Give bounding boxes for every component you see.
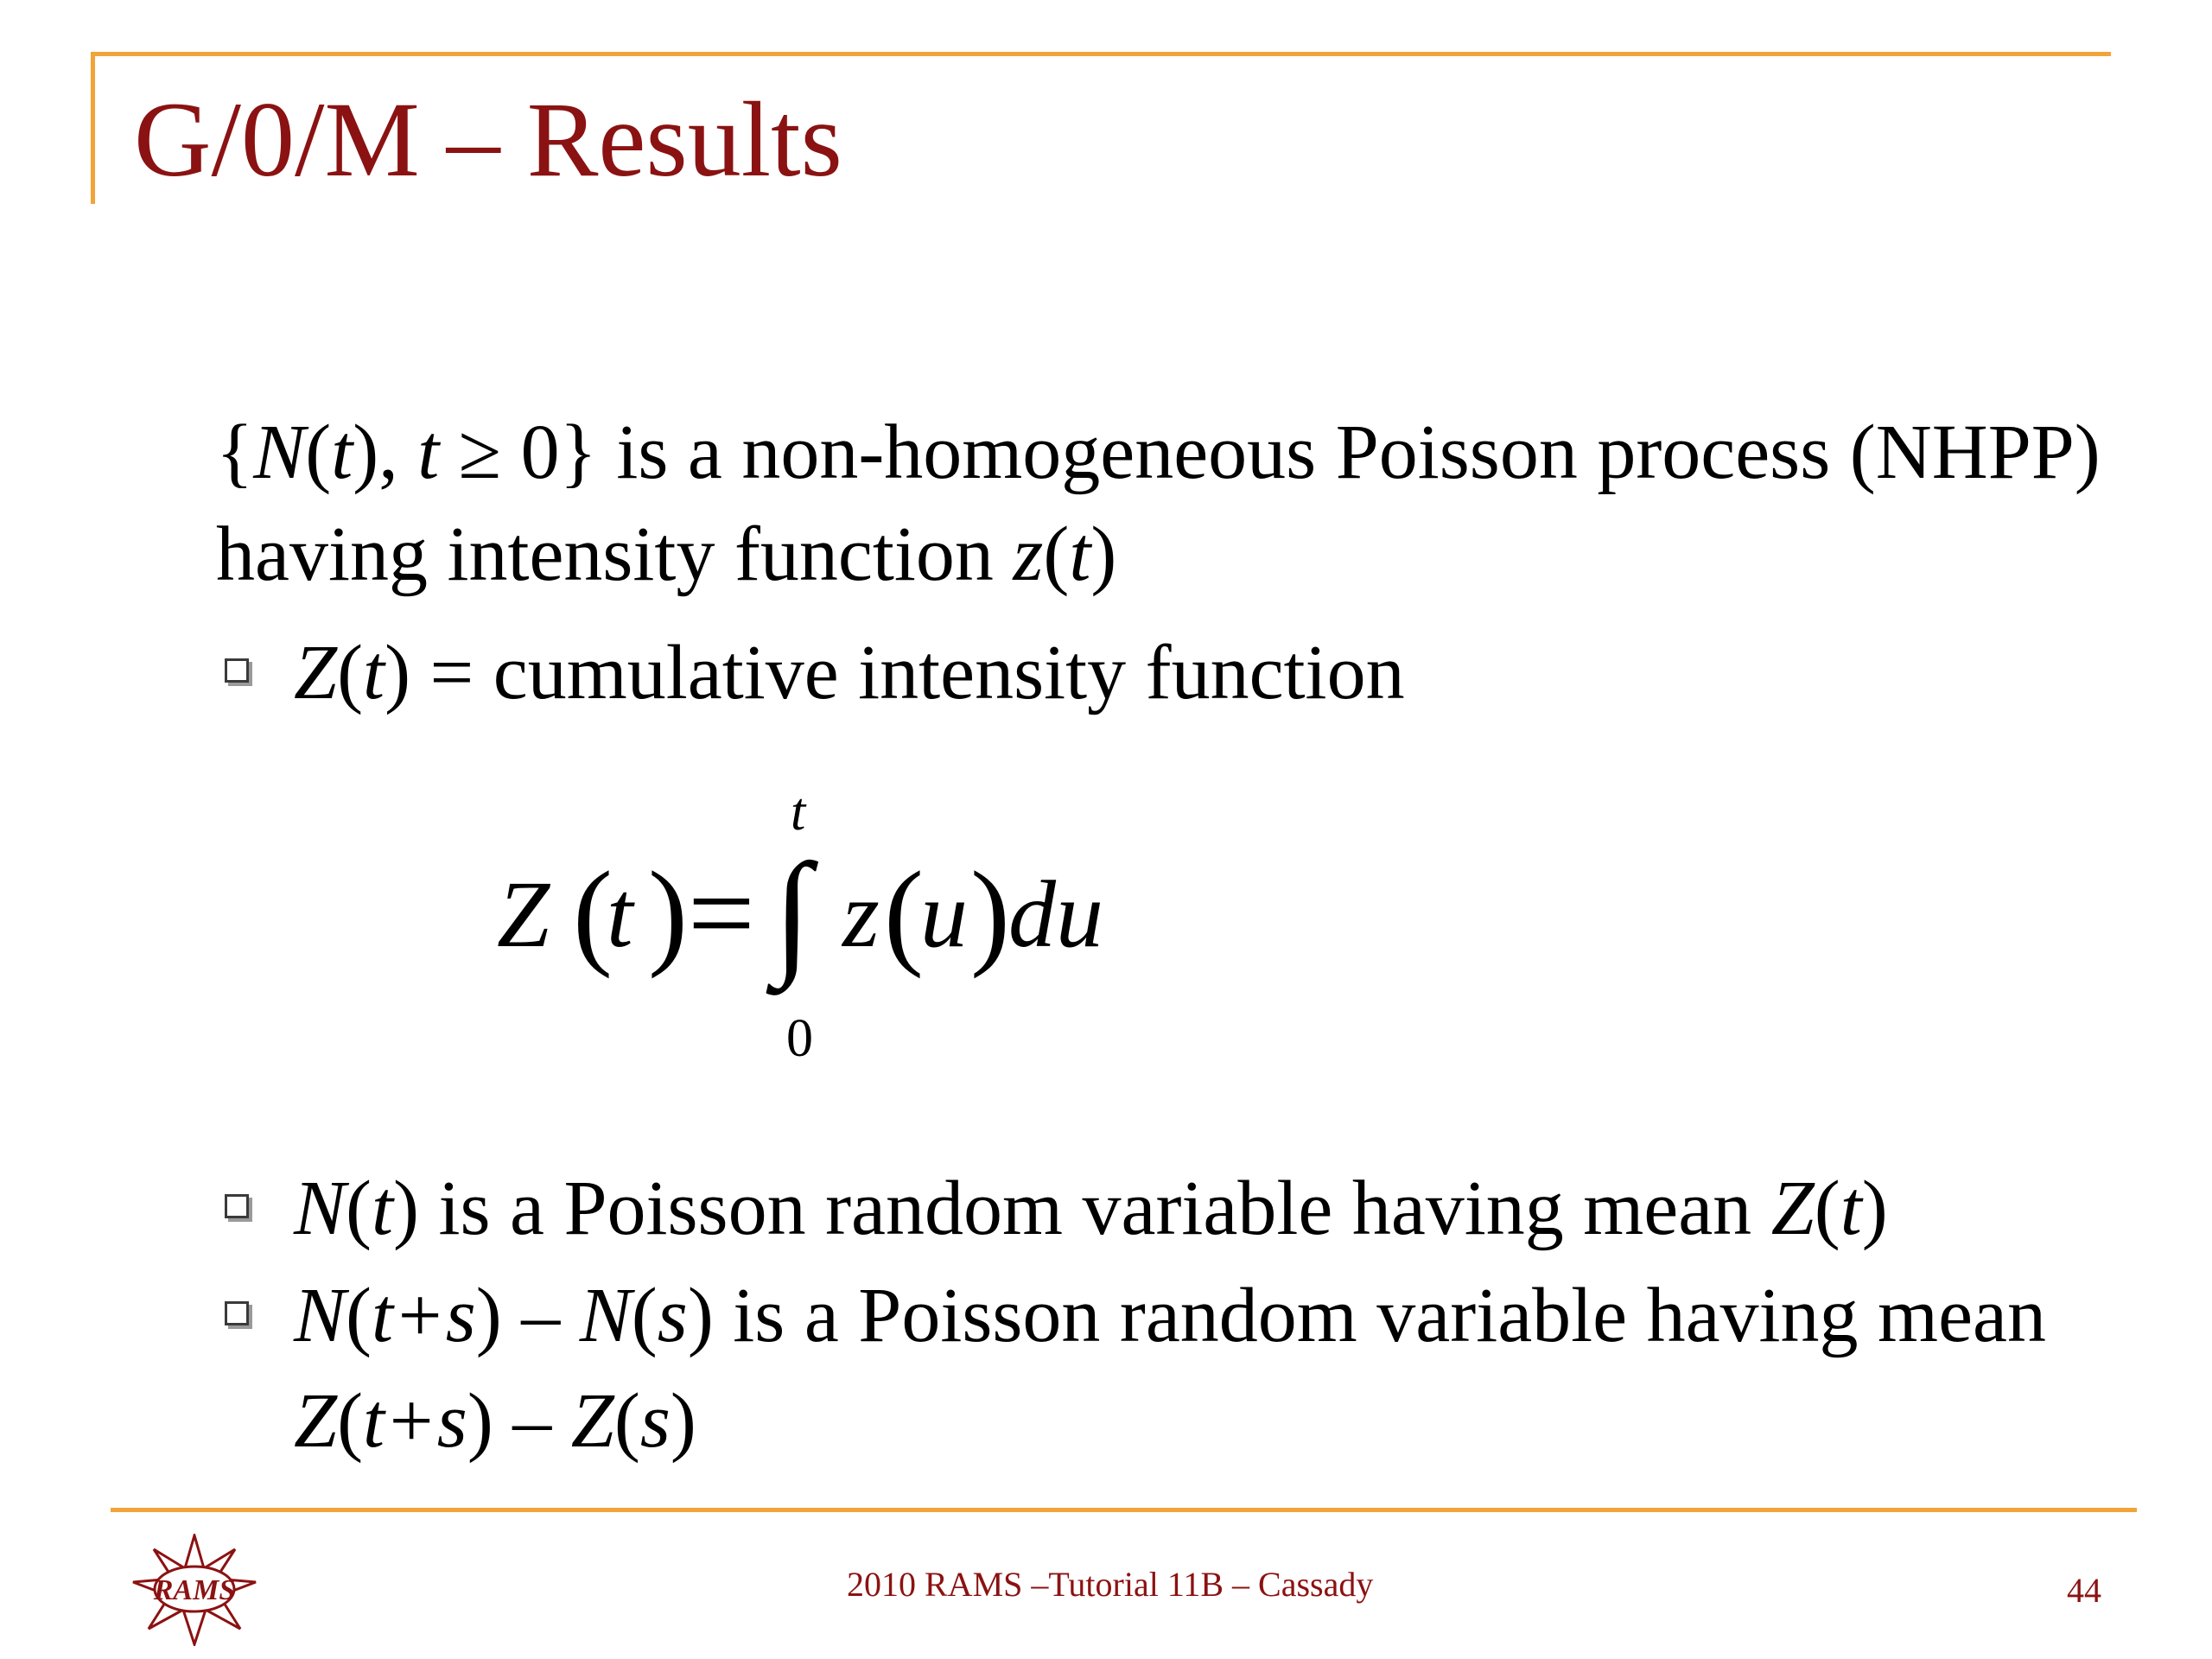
footer-text: 2010 RAMS –Tutorial 11B – Cassady	[847, 1565, 1374, 1604]
bullet-marker-1	[225, 658, 249, 683]
bullet-text-3: N(t+s) – N(s) is a Poisson random variable having mean	[294, 1273, 2046, 1358]
rams-logo	[130, 1534, 259, 1646]
bullet-marker-3	[225, 1301, 249, 1325]
intro-paragraph: {N(t), t ≥ 0} is a non-homogeneous Poisson process (NHPP) having intensity function z(t)	[216, 410, 2101, 597]
top-rule	[91, 52, 2111, 56]
integral-sign: ∫	[773, 835, 811, 988]
integral-formula: Z ( t )= ∫ t 0 z ( u ) du	[497, 783, 1103, 1068]
bullet-text-2: N(t) is a Poisson random variable having mean Z(t)	[294, 1166, 1888, 1251]
left-rule	[91, 52, 95, 204]
integral-lower-limit: 0	[786, 1009, 813, 1068]
integral-upper-limit: t	[791, 783, 806, 842]
page-number: 44	[2067, 1571, 2101, 1610]
bullet-marker-2	[225, 1194, 249, 1218]
bottom-rule	[111, 1508, 2137, 1512]
logo-text: RAMS	[153, 1574, 236, 1606]
bullet-text-1: Z(t) = cumulative intensity function	[294, 630, 1405, 715]
slide-title: G/0/M – Results	[134, 80, 842, 199]
bullet-text-3-continued: Z(t+s) – Z(s)	[294, 1378, 696, 1464]
